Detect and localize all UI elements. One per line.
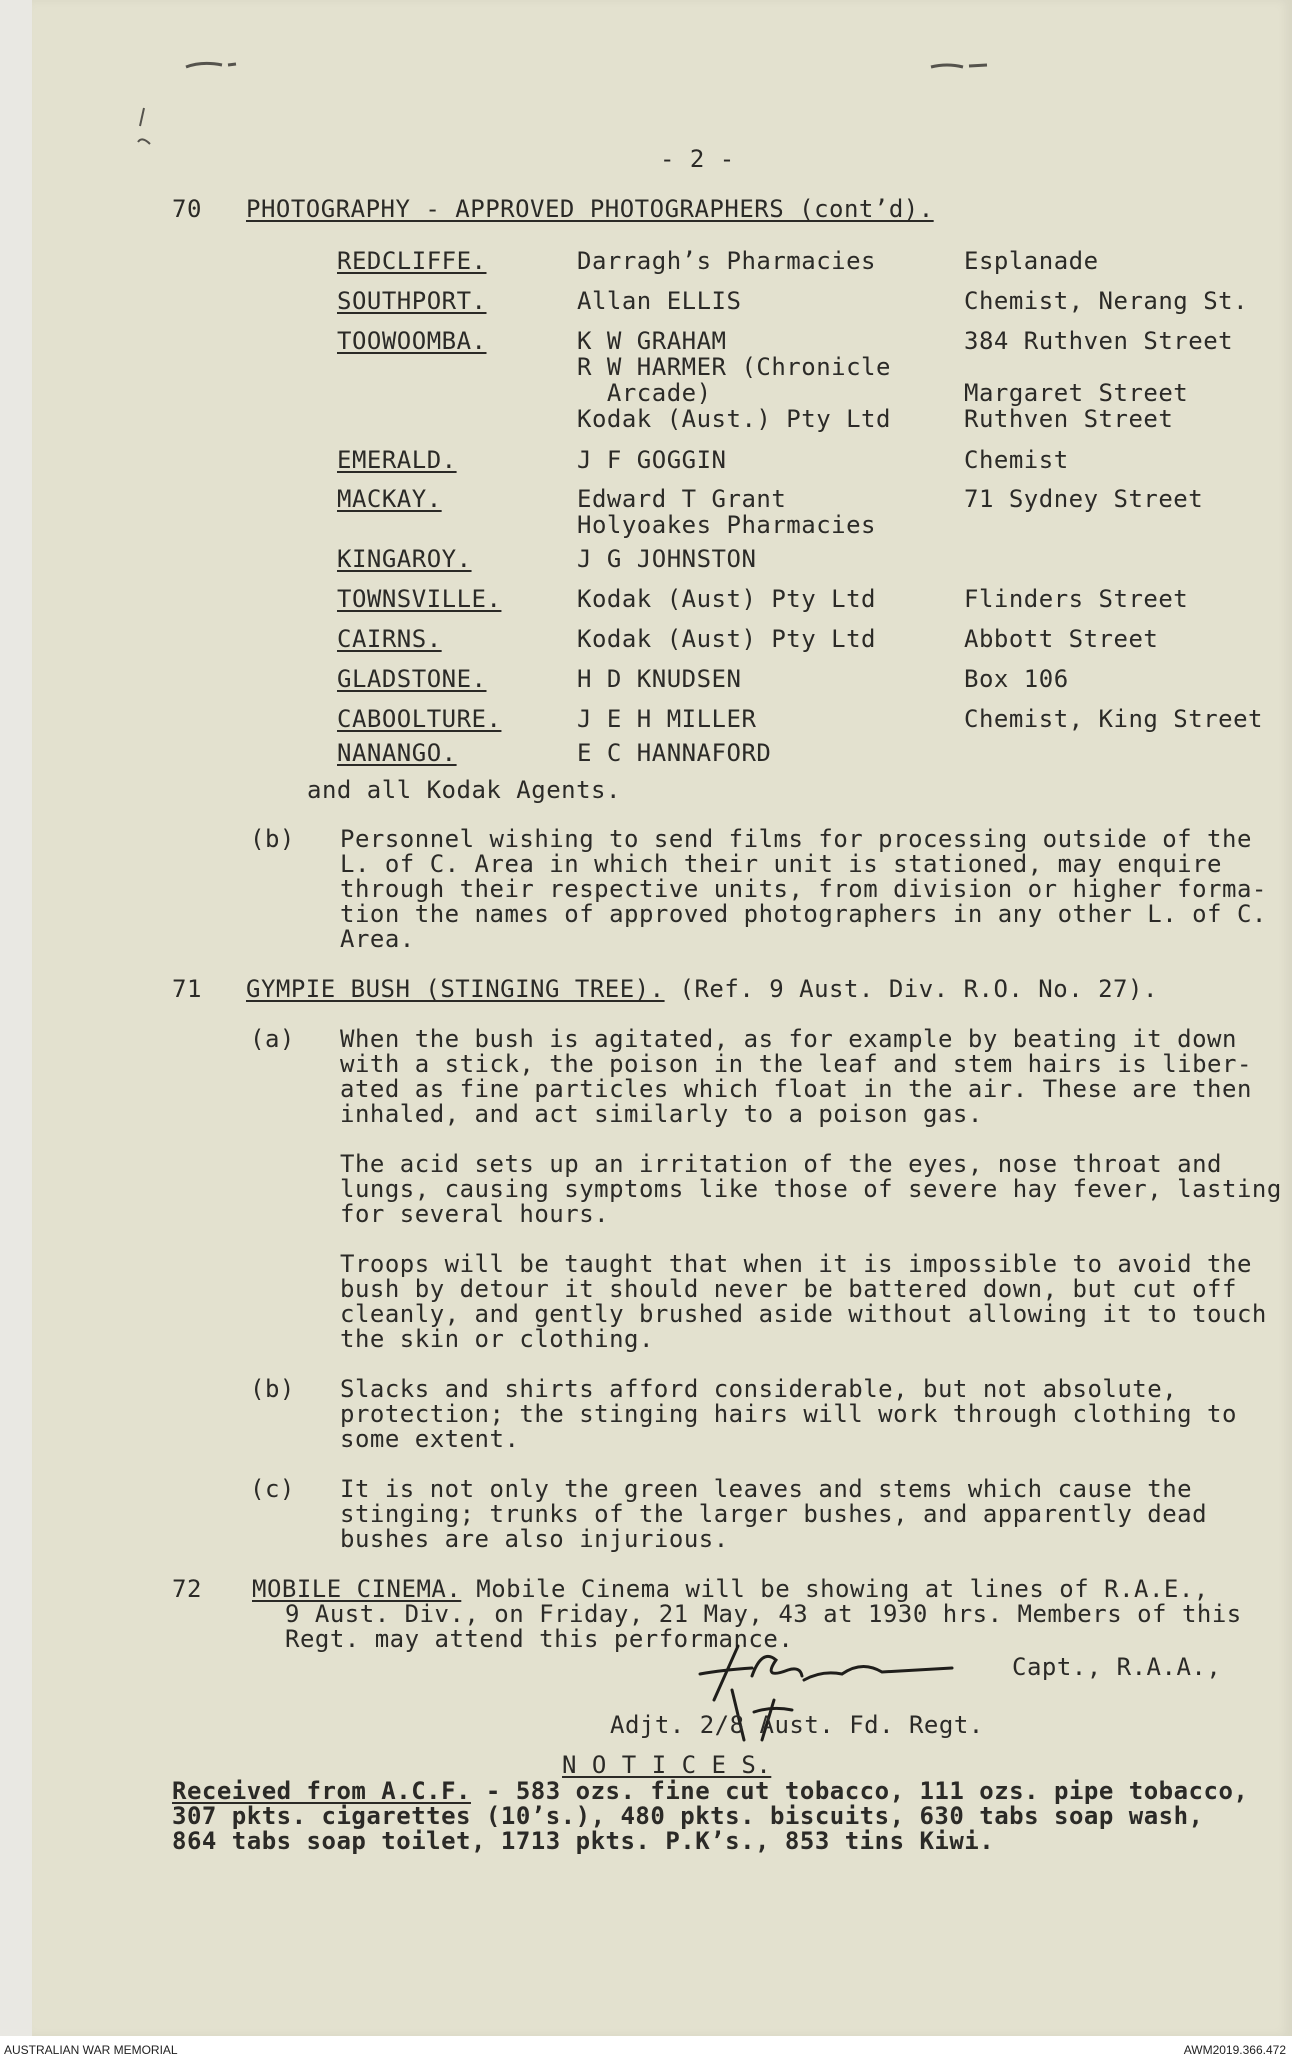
section-71-a-label: (a)	[250, 1025, 295, 1053]
text-line: Personnel wishing to send films for processing outside of the	[340, 825, 1252, 853]
punch-mark-left	[182, 55, 262, 75]
section-70-b-label: (b)	[250, 825, 295, 853]
photographer-name: J E H MILLER	[577, 705, 757, 733]
photographer-name: Kodak (Aust) Pty Ltd	[577, 625, 876, 653]
photographer-name: Kodak (Aust.) Pty Ltd	[577, 405, 891, 433]
text-line: Troops will be taught that when it is impossible to avoid the	[340, 1250, 1252, 1278]
signature-appointment: Adjt. 2/8 Aust. Fd. Regt.	[610, 1711, 984, 1739]
section-71-c-label: (c)	[250, 1475, 295, 1503]
photographer-address: Esplanade	[964, 247, 1099, 275]
town-name: CAIRNS.	[337, 625, 442, 653]
text-line: L. of C. Area in which their unit is stationed, may enquire	[340, 850, 1223, 878]
town-name: SOUTHPORT.	[337, 287, 487, 315]
section-71-heading: GYMPIE BUSH (STINGING TREE).	[246, 975, 665, 1003]
photographer-name: J F GOGGIN	[577, 446, 727, 474]
text-line: Regt. may attend this performance.	[285, 1625, 794, 1653]
text-line: 9 Aust. Div., on Friday, 21 May, 43 at 1930 hrs. Members of this	[285, 1600, 1242, 1628]
text-line: Area.	[340, 925, 415, 953]
photographer-address: Ruthven Street	[964, 405, 1174, 433]
photographer-address: Flinders Street	[964, 585, 1189, 613]
footer-institution: AUSTRALIAN WAR MEMORIAL	[4, 2043, 178, 2057]
photographer-name: Kodak (Aust) Pty Ltd	[577, 585, 876, 613]
photographer-name: H D KNUDSEN	[577, 665, 742, 693]
text-line: ated as fine particles which float in the air. These are then	[340, 1075, 1252, 1103]
section-72-number: 72	[172, 1575, 202, 1603]
text-line: Slacks and shirts afford considerable, but not absolute,	[340, 1375, 1178, 1403]
section-71-heading-line	[246, 976, 1158, 1002]
signature-rank: Capt., R.A.A.,	[1012, 1653, 1222, 1681]
photographer-name: Holyoakes Pharmacies	[577, 511, 876, 539]
section-72-heading: MOBILE CINEMA.	[252, 1575, 462, 1603]
town-name: TOOWOOMBA.	[337, 327, 487, 355]
text-line: tion the names of approved photographers in any other L. of C.	[340, 900, 1267, 928]
section-71-number: 71	[172, 975, 202, 1003]
text-line: the skin or clothing.	[340, 1325, 654, 1353]
page-number: - 2 -	[660, 145, 735, 173]
photographer-name: J G JOHNSTON	[577, 545, 757, 573]
photographer-address: Abbott Street	[964, 625, 1159, 653]
footer-reference: AWM2019.366.472	[1183, 2043, 1286, 2057]
photographer-address: Box 106	[964, 665, 1069, 693]
section-71-b-label: (b)	[250, 1375, 295, 1403]
notices-text-start: - 583 ozs. fine cut tobacco, 111 ozs. pipe tobacco,	[470, 1777, 1249, 1805]
photographer-name: Edward T Grant	[577, 485, 787, 513]
town-name: NANANGO.	[337, 739, 457, 767]
photographer-name: K W GRAHAM	[577, 327, 727, 355]
town-name: EMERALD.	[337, 446, 457, 474]
section-70-heading: PHOTOGRAPHY - APPROVED PHOTOGRAPHERS (cont’d).	[246, 195, 934, 223]
text-line: 864 tabs soap toilet, 1713 pkts. P.K’s., 853 tins Kiwi.	[172, 1827, 995, 1855]
received-from-label: Received from A.C.F.	[172, 1777, 471, 1805]
text-line: lungs, causing symptoms like those of severe hay fever, lasting	[340, 1175, 1282, 1203]
text-line: bushes are also injurious.	[340, 1525, 729, 1553]
section-70-number: 70	[172, 195, 202, 223]
text-line: inhaled, and act similarly to a poison gas.	[340, 1100, 983, 1128]
text-line: It is not only the green leaves and stems which cause the	[340, 1475, 1193, 1503]
text-line: for several hours.	[340, 1200, 610, 1228]
text-line: through their respective units, from division or higher forma-	[340, 875, 1267, 903]
text-line: with a stick, the poison in the leaf and stem hairs is liber-	[340, 1050, 1252, 1078]
notices-first-line	[172, 1778, 1248, 1804]
town-name: GLADSTONE.	[337, 665, 487, 693]
section-71-reference: (Ref. 9 Aust. Div. R.O. No. 27).	[664, 975, 1158, 1003]
text-line: some extent.	[340, 1425, 520, 1453]
punch-mark-right	[927, 55, 1007, 75]
kodak-agents-line: and all Kodak Agents.	[307, 776, 621, 804]
section-72-text-start: Mobile Cinema will be showing at lines of R.A.E.,	[461, 1575, 1209, 1603]
photographer-address: Chemist, King Street	[964, 705, 1263, 733]
notices-title: N O T I C E S.	[562, 1751, 772, 1779]
photographer-address: Chemist, Nerang St.	[964, 287, 1249, 315]
document-page	[32, 0, 1292, 2036]
photographer-name: Arcade)	[577, 379, 712, 407]
photographer-name: Allan ELLIS	[577, 287, 742, 315]
photographer-name: E C HANNAFORD	[577, 739, 772, 767]
town-name: REDCLIFFE.	[337, 247, 487, 275]
photographer-address: 71 Sydney Street	[964, 485, 1204, 513]
town-name: KINGAROY.	[337, 545, 472, 573]
town-name: MACKAY.	[337, 485, 442, 513]
photographer-address: Chemist	[964, 446, 1069, 474]
text-line: When the bush is agitated, as for example by beating it down	[340, 1025, 1237, 1053]
text-line: The acid sets up an irritation of the eyes, nose throat and	[340, 1150, 1223, 1178]
town-name: TOWNSVILLE.	[337, 585, 502, 613]
town-name: CABOOLTURE.	[337, 705, 502, 733]
text-line: cleanly, and gently brushed aside without allowing it to touch	[340, 1300, 1267, 1328]
text-line: stinging; trunks of the larger bushes, and apparently dead	[340, 1500, 1208, 1528]
photographer-address: Margaret Street	[964, 379, 1189, 407]
photographer-name: R W HARMER (Chronicle	[577, 353, 891, 381]
text-line: 307 pkts. cigarettes (10’s.), 480 pkts. biscuits, 630 tabs soap wash,	[172, 1802, 1204, 1830]
section-72-first-line	[252, 1576, 1209, 1602]
archive-footer	[0, 2036, 1292, 2061]
photographer-name: Darragh’s Pharmacies	[577, 247, 876, 275]
photographer-address: 384 Ruthven Street	[964, 327, 1234, 355]
text-line: bush by detour it should never be battered down, but cut off	[340, 1275, 1237, 1303]
pencil-mark	[132, 100, 172, 160]
text-line: protection; the stinging hairs will work through clothing to	[340, 1400, 1237, 1428]
